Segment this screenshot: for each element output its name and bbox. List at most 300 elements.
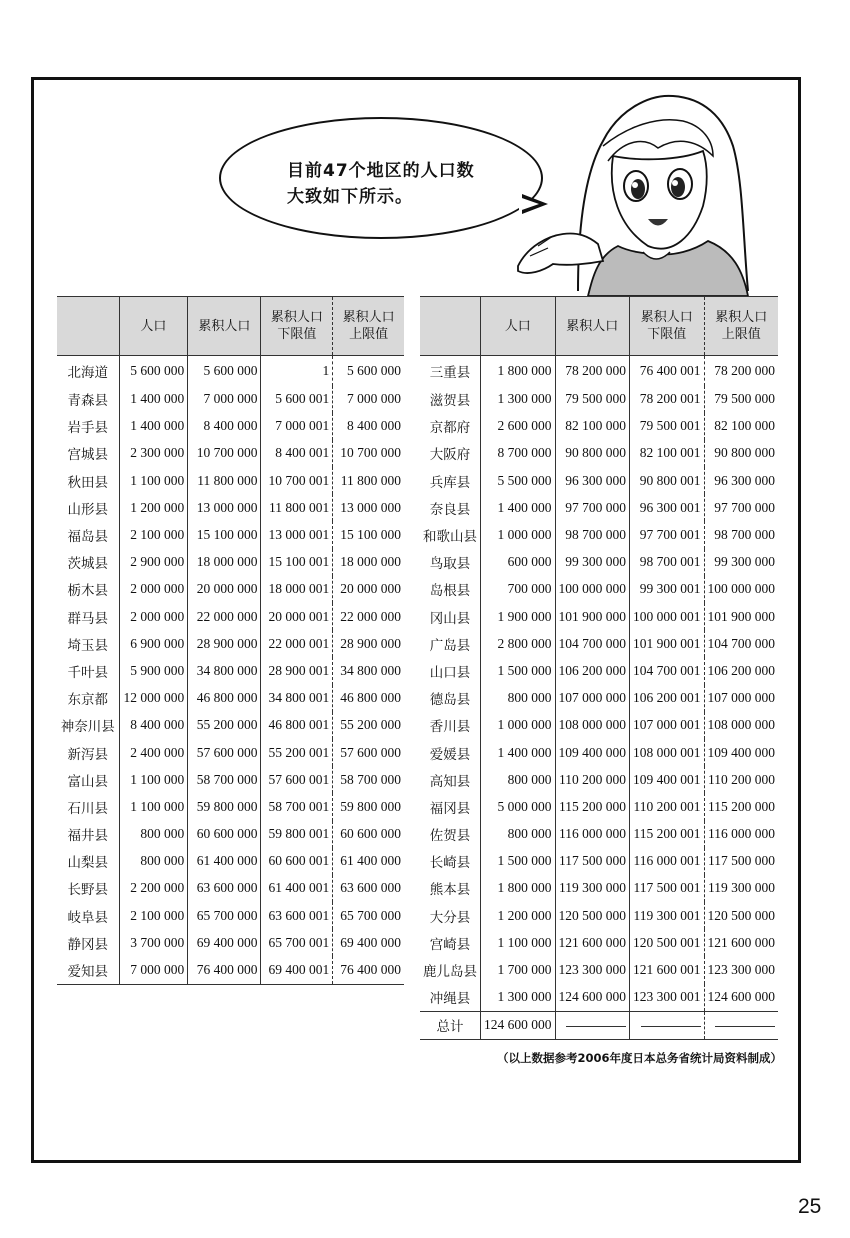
prefecture-cell: 千叶县 bbox=[67, 664, 108, 681]
table-row bbox=[420, 685, 778, 712]
cumulative-cell: 90 800 000 bbox=[555, 440, 630, 467]
col-upper-header: 累积人口 上限值 bbox=[704, 297, 778, 356]
lower-bound-cell: 82 100 001 bbox=[630, 440, 705, 467]
cumulative-cell: 96 300 000 bbox=[555, 467, 630, 494]
cumulative-cell: 18 000 000 bbox=[188, 549, 261, 576]
upper-bound-cell: 10 700 000 bbox=[333, 440, 404, 467]
population-cell: 5 600 000 bbox=[119, 356, 188, 386]
population-cell: 1 700 000 bbox=[481, 956, 556, 983]
upper-bound-cell: 96 300 000 bbox=[704, 467, 778, 494]
table-row bbox=[57, 494, 404, 521]
population-cell: 2 400 000 bbox=[119, 739, 188, 766]
lower-bound-cell: 97 700 001 bbox=[630, 521, 705, 548]
lower-bound-cell: 121 600 001 bbox=[630, 956, 705, 983]
upper-bound-cell: 82 100 000 bbox=[704, 413, 778, 440]
table-row bbox=[420, 440, 778, 467]
total-label: 总计 bbox=[420, 1011, 481, 1039]
prefecture-cell: 茨城县 bbox=[67, 556, 108, 573]
table-row bbox=[57, 386, 404, 413]
population-cell: 1 000 000 bbox=[481, 712, 556, 739]
prefecture-cell: 埼玉县 bbox=[67, 637, 108, 654]
prefecture-cell: 高知县 bbox=[429, 773, 471, 790]
population-cell: 1 400 000 bbox=[481, 494, 556, 521]
col-pref-header bbox=[420, 297, 481, 356]
upper-bound-cell: 98 700 000 bbox=[704, 521, 778, 548]
empty-dash-cell bbox=[555, 1011, 630, 1039]
lower-bound-cell: 57 600 001 bbox=[261, 766, 333, 793]
cumulative-cell: 115 200 000 bbox=[555, 793, 630, 820]
lower-bound-cell: 79 500 001 bbox=[630, 413, 705, 440]
cumulative-cell: 58 700 000 bbox=[188, 766, 261, 793]
prefecture-cell: 滋贺县 bbox=[429, 393, 471, 410]
total-row bbox=[420, 1011, 778, 1039]
table-row bbox=[57, 821, 404, 848]
lower-bound-cell: 104 700 001 bbox=[630, 657, 705, 684]
table-row bbox=[420, 766, 778, 793]
lower-bound-cell: 28 900 001 bbox=[261, 657, 333, 684]
col-cum-header: 累积人口 bbox=[555, 297, 630, 356]
population-cell: 700 000 bbox=[481, 576, 556, 603]
population-cell: 1 500 000 bbox=[481, 657, 556, 684]
cumulative-cell: 82 100 000 bbox=[555, 413, 630, 440]
population-table-right bbox=[420, 296, 778, 1040]
upper-bound-cell: 97 700 000 bbox=[704, 494, 778, 521]
table-row bbox=[420, 793, 778, 820]
prefecture-cell: 德岛县 bbox=[429, 692, 471, 709]
population-cell: 8 400 000 bbox=[119, 712, 188, 739]
lower-bound-cell: 55 200 001 bbox=[261, 739, 333, 766]
population-cell: 1 000 000 bbox=[481, 521, 556, 548]
table-row bbox=[420, 576, 778, 603]
upper-bound-cell: 13 000 000 bbox=[333, 494, 404, 521]
population-cell: 2 100 000 bbox=[119, 521, 188, 548]
cumulative-cell: 34 800 000 bbox=[188, 657, 261, 684]
table-row bbox=[420, 521, 778, 548]
prefecture-cell: 京都府 bbox=[429, 420, 471, 437]
prefecture-cell: 东京都 bbox=[67, 692, 108, 709]
cumulative-cell: 20 000 000 bbox=[188, 576, 261, 603]
cumulative-cell: 100 000 000 bbox=[555, 576, 630, 603]
upper-bound-cell: 119 300 000 bbox=[704, 875, 778, 902]
population-cell: 5 000 000 bbox=[481, 793, 556, 820]
prefecture-cell: 栃木县 bbox=[67, 583, 108, 600]
source-note: （以上数据参考2006年度日本总务省统计局资料制成） bbox=[497, 1051, 783, 1065]
prefecture-cell: 冲绳县 bbox=[429, 991, 471, 1008]
lower-bound-cell: 65 700 001 bbox=[261, 929, 333, 956]
prefecture-cell: 新泻县 bbox=[67, 746, 108, 763]
upper-bound-cell: 5 600 000 bbox=[333, 356, 404, 386]
table-row bbox=[420, 657, 778, 684]
prefecture-cell: 青森县 bbox=[67, 393, 108, 410]
cumulative-cell: 55 200 000 bbox=[188, 712, 261, 739]
upper-bound-cell: 76 400 000 bbox=[333, 956, 404, 984]
cumulative-cell: 28 900 000 bbox=[188, 630, 261, 657]
prefecture-cell: 长崎县 bbox=[429, 855, 471, 872]
population-cell: 800 000 bbox=[119, 848, 188, 875]
population-cell: 2 200 000 bbox=[119, 875, 188, 902]
population-cell: 3 700 000 bbox=[119, 929, 188, 956]
table-row bbox=[57, 902, 404, 929]
total-value: 124 600 000 bbox=[481, 1011, 556, 1039]
cumulative-cell: 69 400 000 bbox=[188, 929, 261, 956]
prefecture-cell: 兵库县 bbox=[429, 474, 471, 491]
page-number: 25 bbox=[798, 1195, 822, 1218]
lower-bound-cell: 20 000 001 bbox=[261, 603, 333, 630]
population-cell: 5 900 000 bbox=[119, 657, 188, 684]
cumulative-cell: 116 000 000 bbox=[555, 821, 630, 848]
cumulative-cell: 106 200 000 bbox=[555, 657, 630, 684]
table-row bbox=[57, 685, 404, 712]
col-pop-header: 人口 bbox=[481, 297, 556, 356]
prefecture-cell: 岩手县 bbox=[67, 420, 108, 437]
table-row bbox=[420, 821, 778, 848]
col-upper-header: 累积人口 上限值 bbox=[333, 297, 404, 356]
population-cell: 2 000 000 bbox=[119, 576, 188, 603]
empty-dash-cell bbox=[630, 1011, 705, 1039]
prefecture-cell: 鹿儿岛县 bbox=[423, 964, 477, 981]
prefecture-cell: 宫崎县 bbox=[429, 936, 471, 953]
upper-bound-cell: 58 700 000 bbox=[333, 766, 404, 793]
population-cell: 1 500 000 bbox=[481, 848, 556, 875]
table-row bbox=[420, 848, 778, 875]
prefecture-cell: 长野县 bbox=[67, 882, 108, 899]
population-cell: 800 000 bbox=[481, 685, 556, 712]
upper-bound-cell: 90 800 000 bbox=[704, 440, 778, 467]
upper-bound-cell: 11 800 000 bbox=[333, 467, 404, 494]
upper-bound-cell: 78 200 000 bbox=[704, 356, 778, 386]
upper-bound-cell: 18 000 000 bbox=[333, 549, 404, 576]
population-cell: 1 900 000 bbox=[481, 603, 556, 630]
table-row bbox=[57, 467, 404, 494]
table-row bbox=[57, 521, 404, 548]
cumulative-cell: 46 800 000 bbox=[188, 685, 261, 712]
cumulative-cell: 7 000 000 bbox=[188, 386, 261, 413]
upper-bound-cell: 65 700 000 bbox=[333, 902, 404, 929]
table-row bbox=[57, 549, 404, 576]
upper-bound-cell: 7 000 000 bbox=[333, 386, 404, 413]
table-row bbox=[420, 356, 778, 386]
population-cell: 8 700 000 bbox=[481, 440, 556, 467]
cumulative-cell: 99 300 000 bbox=[555, 549, 630, 576]
table-row bbox=[420, 603, 778, 630]
population-cell: 7 000 000 bbox=[119, 956, 188, 984]
prefecture-cell: 神奈川县 bbox=[60, 719, 115, 736]
population-cell: 2 100 000 bbox=[119, 902, 188, 929]
lower-bound-cell: 99 300 001 bbox=[630, 576, 705, 603]
cumulative-cell: 63 600 000 bbox=[188, 875, 261, 902]
upper-bound-cell: 15 100 000 bbox=[333, 521, 404, 548]
lower-bound-cell: 123 300 001 bbox=[630, 984, 705, 1012]
prefecture-cell: 群马县 bbox=[67, 610, 108, 627]
prefecture-cell: 熊本县 bbox=[429, 882, 471, 899]
upper-bound-cell: 59 800 000 bbox=[333, 793, 404, 820]
prefecture-cell: 大分县 bbox=[429, 909, 471, 926]
lower-bound-cell: 101 900 001 bbox=[630, 630, 705, 657]
prefecture-cell: 大阪府 bbox=[429, 447, 471, 464]
col-pop-header: 人口 bbox=[119, 297, 188, 356]
prefecture-cell: 福冈县 bbox=[429, 800, 471, 817]
upper-bound-cell: 120 500 000 bbox=[704, 902, 778, 929]
cumulative-cell: 59 800 000 bbox=[188, 793, 261, 820]
cumulative-cell: 101 900 000 bbox=[555, 603, 630, 630]
table-row bbox=[57, 356, 404, 386]
table-row bbox=[420, 549, 778, 576]
table-row bbox=[57, 739, 404, 766]
population-cell: 1 100 000 bbox=[119, 467, 188, 494]
upper-bound-cell: 60 600 000 bbox=[333, 821, 404, 848]
upper-bound-cell: 110 200 000 bbox=[704, 766, 778, 793]
lower-bound-cell: 116 000 001 bbox=[630, 848, 705, 875]
girl-illustration bbox=[508, 86, 798, 296]
table-row bbox=[420, 739, 778, 766]
prefecture-cell: 山梨县 bbox=[67, 855, 108, 872]
cumulative-cell: 110 200 000 bbox=[555, 766, 630, 793]
col-pref-header bbox=[57, 297, 119, 356]
population-cell: 1 100 000 bbox=[481, 929, 556, 956]
lower-bound-cell: 1 bbox=[261, 356, 333, 386]
lower-bound-cell: 7 000 001 bbox=[261, 413, 333, 440]
speech-line-2: 大致如下所示。 bbox=[287, 187, 413, 207]
lower-bound-cell: 15 100 001 bbox=[261, 549, 333, 576]
cumulative-cell: 78 200 000 bbox=[555, 356, 630, 386]
upper-bound-cell: 124 600 000 bbox=[704, 984, 778, 1012]
cumulative-cell: 121 600 000 bbox=[555, 929, 630, 956]
population-cell: 1 400 000 bbox=[119, 386, 188, 413]
cumulative-cell: 76 400 000 bbox=[188, 956, 261, 984]
upper-bound-cell: 121 600 000 bbox=[704, 929, 778, 956]
upper-bound-cell: 99 300 000 bbox=[704, 549, 778, 576]
population-cell: 2 600 000 bbox=[481, 413, 556, 440]
population-cell: 800 000 bbox=[119, 821, 188, 848]
lower-bound-cell: 115 200 001 bbox=[630, 821, 705, 848]
cumulative-cell: 15 100 000 bbox=[188, 521, 261, 548]
cumulative-cell: 8 400 000 bbox=[188, 413, 261, 440]
table-row bbox=[420, 386, 778, 413]
prefecture-cell: 岐阜县 bbox=[67, 909, 108, 926]
cumulative-cell: 124 600 000 bbox=[555, 984, 630, 1012]
lower-bound-cell: 106 200 001 bbox=[630, 685, 705, 712]
upper-bound-cell: 101 900 000 bbox=[704, 603, 778, 630]
population-cell: 1 300 000 bbox=[481, 984, 556, 1012]
prefecture-cell: 香川县 bbox=[429, 719, 471, 736]
upper-bound-cell: 79 500 000 bbox=[704, 386, 778, 413]
population-cell: 6 900 000 bbox=[119, 630, 188, 657]
lower-bound-cell: 108 000 001 bbox=[630, 739, 705, 766]
cumulative-cell: 10 700 000 bbox=[188, 440, 261, 467]
upper-bound-cell: 116 000 000 bbox=[704, 821, 778, 848]
prefecture-cell: 奈良县 bbox=[429, 501, 471, 518]
table-row bbox=[420, 494, 778, 521]
population-cell: 2 900 000 bbox=[119, 549, 188, 576]
prefecture-cell: 广岛县 bbox=[429, 637, 471, 654]
population-cell: 1 800 000 bbox=[481, 875, 556, 902]
lower-bound-cell: 90 800 001 bbox=[630, 467, 705, 494]
population-cell: 800 000 bbox=[481, 766, 556, 793]
table-row bbox=[57, 793, 404, 820]
population-cell: 5 500 000 bbox=[481, 467, 556, 494]
upper-bound-cell: 22 000 000 bbox=[333, 603, 404, 630]
prefecture-cell: 冈山县 bbox=[429, 610, 471, 627]
upper-bound-cell: 20 000 000 bbox=[333, 576, 404, 603]
population-cell: 1 400 000 bbox=[481, 739, 556, 766]
lower-bound-cell: 109 400 001 bbox=[630, 766, 705, 793]
lower-bound-cell: 119 300 001 bbox=[630, 902, 705, 929]
upper-bound-cell: 107 000 000 bbox=[704, 685, 778, 712]
prefecture-cell: 福井县 bbox=[67, 828, 108, 845]
table-row bbox=[420, 413, 778, 440]
lower-bound-cell: 13 000 001 bbox=[261, 521, 333, 548]
population-cell: 1 300 000 bbox=[481, 386, 556, 413]
lower-bound-cell: 59 800 001 bbox=[261, 821, 333, 848]
table-row bbox=[420, 929, 778, 956]
table-row bbox=[57, 603, 404, 630]
col-cum-header: 累积人口 bbox=[188, 297, 261, 356]
cumulative-cell: 123 300 000 bbox=[555, 956, 630, 983]
cumulative-cell: 109 400 000 bbox=[555, 739, 630, 766]
population-cell: 1 100 000 bbox=[119, 793, 188, 820]
lower-bound-cell: 58 700 001 bbox=[261, 793, 333, 820]
table-row bbox=[420, 902, 778, 929]
prefecture-cell: 爱媛县 bbox=[429, 746, 471, 763]
table-row bbox=[420, 875, 778, 902]
table-row bbox=[57, 929, 404, 956]
population-cell: 800 000 bbox=[481, 821, 556, 848]
population-cell: 600 000 bbox=[481, 549, 556, 576]
prefecture-cell: 山口县 bbox=[429, 664, 471, 681]
population-cell: 1 200 000 bbox=[119, 494, 188, 521]
upper-bound-cell: 28 900 000 bbox=[333, 630, 404, 657]
prefecture-cell: 三重县 bbox=[429, 364, 471, 381]
prefecture-cell: 和歌山县 bbox=[423, 529, 477, 546]
lower-bound-cell: 120 500 001 bbox=[630, 929, 705, 956]
table-row bbox=[57, 576, 404, 603]
population-cell: 2 800 000 bbox=[481, 630, 556, 657]
upper-bound-cell: 115 200 000 bbox=[704, 793, 778, 820]
population-cell: 1 400 000 bbox=[119, 413, 188, 440]
cumulative-cell: 57 600 000 bbox=[188, 739, 261, 766]
table-row bbox=[420, 984, 778, 1012]
cumulative-cell: 5 600 000 bbox=[188, 356, 261, 386]
upper-bound-cell: 123 300 000 bbox=[704, 956, 778, 983]
lower-bound-cell: 96 300 001 bbox=[630, 494, 705, 521]
speech-line-1: 目前47个地区的人口数 bbox=[287, 161, 475, 181]
upper-bound-cell: 55 200 000 bbox=[333, 712, 404, 739]
empty-dash-cell bbox=[704, 1011, 778, 1039]
cumulative-cell: 79 500 000 bbox=[555, 386, 630, 413]
table-row bbox=[57, 413, 404, 440]
col-lower-header: 累积人口 下限值 bbox=[261, 297, 333, 356]
table-row bbox=[57, 630, 404, 657]
cumulative-cell: 60 600 000 bbox=[188, 821, 261, 848]
cumulative-cell: 108 000 000 bbox=[555, 712, 630, 739]
upper-bound-cell: 109 400 000 bbox=[704, 739, 778, 766]
population-cell: 2 000 000 bbox=[119, 603, 188, 630]
cumulative-cell: 104 700 000 bbox=[555, 630, 630, 657]
upper-bound-cell: 108 000 000 bbox=[704, 712, 778, 739]
population-cell: 1 800 000 bbox=[481, 356, 556, 386]
upper-bound-cell: 57 600 000 bbox=[333, 739, 404, 766]
upper-bound-cell: 46 800 000 bbox=[333, 685, 404, 712]
table-row bbox=[57, 712, 404, 739]
upper-bound-cell: 104 700 000 bbox=[704, 630, 778, 657]
upper-bound-cell: 69 400 000 bbox=[333, 929, 404, 956]
lower-bound-cell: 78 200 001 bbox=[630, 386, 705, 413]
table-row bbox=[420, 712, 778, 739]
lower-bound-cell: 76 400 001 bbox=[630, 356, 705, 386]
table-row bbox=[57, 440, 404, 467]
speech-text bbox=[287, 158, 475, 210]
lower-bound-cell: 107 000 001 bbox=[630, 712, 705, 739]
population-cell: 12 000 000 bbox=[119, 685, 188, 712]
cumulative-cell: 22 000 000 bbox=[188, 603, 261, 630]
table-row bbox=[420, 956, 778, 983]
population-cell: 1 200 000 bbox=[481, 902, 556, 929]
prefecture-cell: 宫城县 bbox=[67, 447, 108, 464]
lower-bound-cell: 8 400 001 bbox=[261, 440, 333, 467]
population-cell: 1 100 000 bbox=[119, 766, 188, 793]
lower-bound-cell: 10 700 001 bbox=[261, 467, 333, 494]
lower-bound-cell: 5 600 001 bbox=[261, 386, 333, 413]
cumulative-cell: 61 400 000 bbox=[188, 848, 261, 875]
lower-bound-cell: 100 000 001 bbox=[630, 603, 705, 630]
upper-bound-cell: 63 600 000 bbox=[333, 875, 404, 902]
lower-bound-cell: 61 400 001 bbox=[261, 875, 333, 902]
table-row bbox=[420, 467, 778, 494]
cumulative-cell: 11 800 000 bbox=[188, 467, 261, 494]
table-row bbox=[57, 956, 404, 984]
prefecture-cell: 北海道 bbox=[67, 364, 108, 381]
prefecture-cell: 石川县 bbox=[67, 800, 108, 817]
table-row bbox=[57, 766, 404, 793]
table-row bbox=[57, 657, 404, 684]
lower-bound-cell: 69 400 001 bbox=[261, 956, 333, 984]
prefecture-cell: 鸟取县 bbox=[429, 556, 471, 573]
cumulative-cell: 117 500 000 bbox=[555, 848, 630, 875]
prefecture-cell: 静冈县 bbox=[67, 936, 108, 953]
upper-bound-cell: 34 800 000 bbox=[333, 657, 404, 684]
upper-bound-cell: 117 500 000 bbox=[704, 848, 778, 875]
cumulative-cell: 13 000 000 bbox=[188, 494, 261, 521]
lower-bound-cell: 22 000 001 bbox=[261, 630, 333, 657]
cumulative-cell: 98 700 000 bbox=[555, 521, 630, 548]
cumulative-cell: 107 000 000 bbox=[555, 685, 630, 712]
prefecture-cell: 佐贺县 bbox=[429, 828, 471, 845]
lower-bound-cell: 110 200 001 bbox=[630, 793, 705, 820]
prefecture-cell: 爱知县 bbox=[57, 956, 119, 984]
lower-bound-cell: 63 600 001 bbox=[261, 902, 333, 929]
lower-bound-cell: 60 600 001 bbox=[261, 848, 333, 875]
cumulative-cell: 119 300 000 bbox=[555, 875, 630, 902]
table-row bbox=[57, 875, 404, 902]
population-cell: 2 300 000 bbox=[119, 440, 188, 467]
upper-bound-cell: 100 000 000 bbox=[704, 576, 778, 603]
lower-bound-cell: 11 800 001 bbox=[261, 494, 333, 521]
table-row bbox=[57, 848, 404, 875]
prefecture-cell: 富山县 bbox=[67, 773, 108, 790]
prefecture-cell: 福岛县 bbox=[67, 529, 108, 546]
table-row bbox=[420, 630, 778, 657]
cumulative-cell: 97 700 000 bbox=[555, 494, 630, 521]
upper-bound-cell: 106 200 000 bbox=[704, 657, 778, 684]
upper-bound-cell: 61 400 000 bbox=[333, 848, 404, 875]
cumulative-cell: 120 500 000 bbox=[555, 902, 630, 929]
lower-bound-cell: 98 700 001 bbox=[630, 549, 705, 576]
prefecture-cell: 岛根县 bbox=[429, 583, 471, 600]
prefecture-cell: 山形县 bbox=[67, 501, 108, 518]
prefecture-cell: 秋田县 bbox=[67, 474, 108, 491]
population-table-left bbox=[57, 296, 404, 985]
lower-bound-cell: 117 500 001 bbox=[630, 875, 705, 902]
